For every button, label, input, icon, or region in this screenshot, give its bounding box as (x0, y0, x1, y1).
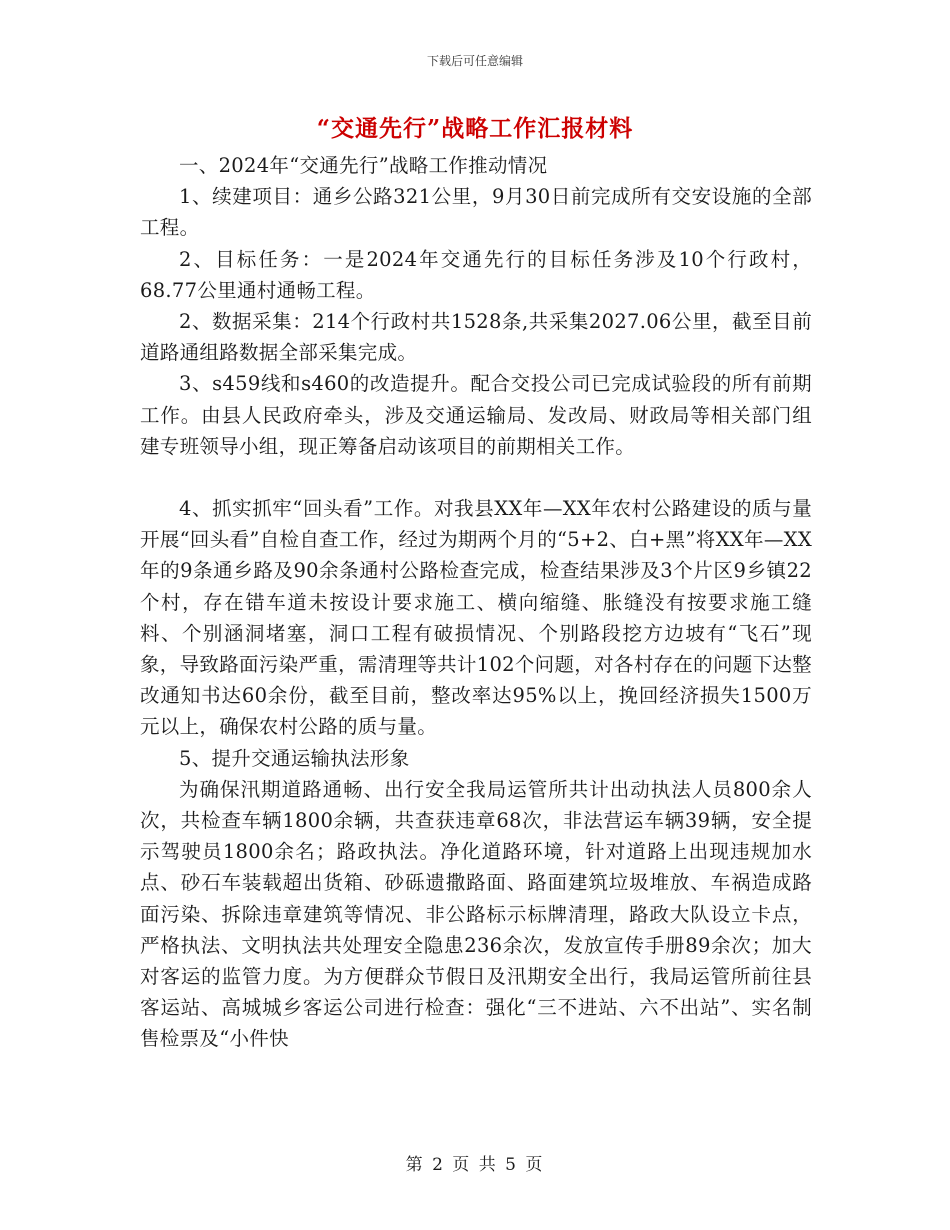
paragraph-enforcement: 为确保汛期道路通畅、出行安全我局运管所共计出动执法人员800余人次，共检查车辆1800余辆，共查获违章68次，非法营运车辆39辆，安全提示驾驶员1800余名；路政执法。净化道路环境，针对道路上出现违规加水点、砂石车装载超出货箱、砂砾遗撒路面、路面建筑垃圾堆放、车祸造成路面污染、拆除违章建筑等情况、非公路标示标牌清理，路政大队设立卡点，严格执法、文明执法共处理安全隐患236余次，发放宣传手册89余次；加大对客运的监管力度。为方便群众节假日及汛期安全出行，我局运管所前往县客运站、高城城乡客运公司进行检查：强化“三不进站、六不出站”、实名制售检票及“小件快 (140, 777, 812, 1051)
paragraph-data-collection: 2、数据采集：214个行政村共1528条,共采集2027.06公里，截至目前道路通组路数据全部采集完成。 (140, 310, 812, 365)
document-title: “交通先行”战略工作汇报材料 (316, 115, 634, 142)
section-heading: 一、2024年“交通先行”战略工作推动情况 (179, 154, 548, 177)
header-note: 下载后可任意编辑 (426, 54, 523, 68)
subsection-heading-enforcement: 5、提升交通运输执法形象 (179, 746, 410, 770)
paragraph-road-upgrade: 3、s459线和s460的改造提升。配合交投公司已完成试验段的所有前期工作。由县人民政府牵头，涉及交通运输局、发改局、财政局等相关部门组建专班领导小组，现正筹备启动该项目的前期相关工作。 (140, 372, 812, 458)
paragraph-continuing-projects: 1、续建项目：通乡公路321公里，9月30日前完成所有交安设施的全部工程。 (140, 185, 812, 240)
page-footer: 第 2 页 共 5 页 (405, 1155, 545, 1175)
document-body (140, 150, 812, 1055)
paragraph-review-work: 4、抓实抓牢“回头看”工作。对我县XX年—XX年农村公路建设的质与量开展“回头看”自检自查工作，经过为期两个月的“5+2、白+黑”将XX年—XX年的9条通乡路及90余条通村公路检查完成，检查结果涉及3个片区9乡镇22个村，存在错车道未按设计要求施工、横向缩缝、胀缝没有按要求施工缝料、个别涵洞堵塞，洞口工程有破损情况、个别路段挖方边坡有“飞石”现象，导致路面污染严重，需清理等共计102个问题，对各村存在的问题下达整改通知书达60余份，截至目前，整改率达95%以上，挽回经济损失1500万元以上，确保农村公路的质与量。 (140, 497, 812, 739)
paragraph-target-tasks: 2、目标任务：一是2024年交通先行的目标任务涉及10个行政村，68.77公里通村通畅工程。 (140, 247, 812, 302)
